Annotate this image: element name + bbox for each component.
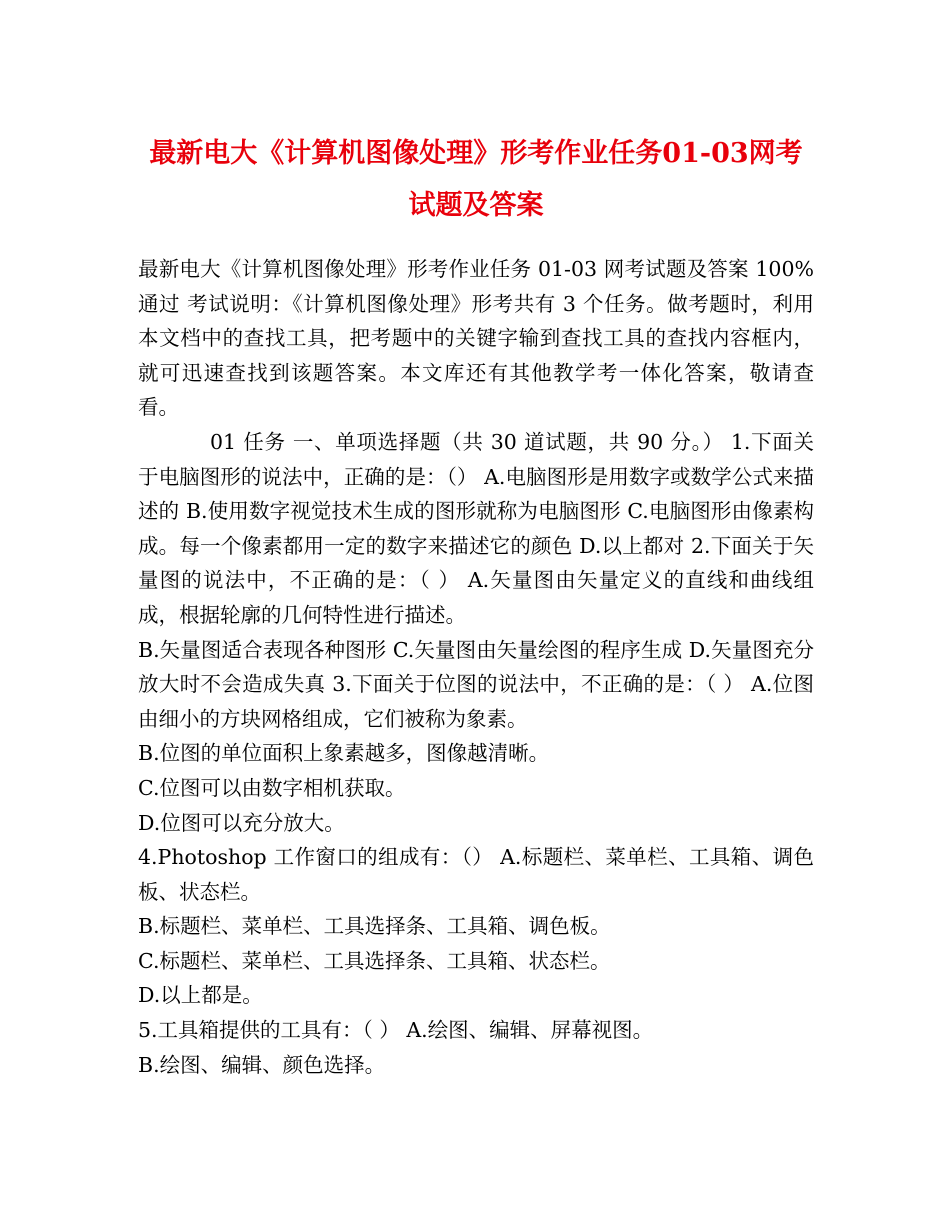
question-paragraph: 4.Photoshop 工作窗口的组成有：（） A.标题栏、菜单栏、工具箱、调色板、状态栏。 — [138, 845, 814, 904]
question-paragraph: B.绘图、编辑、颜色选择。 — [138, 1052, 386, 1077]
document-body — [138, 252, 814, 1082]
document-title: 最新电大《计算机图像处理》形考作业任务01-03网考试题及答案 — [149, 138, 803, 221]
task-01-paragraph: 01 任务 一、单项选择题（共 30 道试题，共 90 分。） 1.下面关于电脑图形的说法中，正确的是：（） A.电脑图形是用数字或数学公式来描述的 B.使用数字视觉技术生成的图形就称为电脑图形 C.电脑图形由像素构成。每一个像素都用一定的数字来描述它的颜色 D.以上都对 2.下面关于矢量图的说法中，不正确的是：（ ） A.矢量图由矢量定义的直线和曲线组成，根据轮廓的几何特性进行描述。 — [138, 429, 814, 627]
question-paragraph: 5.工具箱提供的工具有：（ ） A.绘图、编辑、屏幕视图。 — [138, 1018, 654, 1043]
intro-paragraph: 最新电大《计算机图像处理》形考作业任务 01-03 网考试题及答案 100%通过 考试说明：《计算机图像处理》形考共有 3 个任务。做考题时，利用本文档中的查找工具，把考题中的关键字输到查找工具的查找内容框内，就可迅速查找到该题答案。本文库还有其他教学考一体化答案，敬请查看。 — [138, 257, 814, 420]
question-paragraph: B.矢量图适合表现各种图形 C.矢量图由矢量绘图的程序生成 D.矢量图充分放大时不会造成失真 3.下面关于位图的说法中，不正确的是：（ ） A.位图由细小的方块网格组成，它们被称为象素。 — [138, 637, 814, 731]
question-paragraph: C.标题栏、菜单栏、工具选择条、工具箱、状态栏。 — [138, 948, 611, 973]
question-paragraph: D.位图可以充分放大。 — [138, 810, 345, 835]
question-paragraph: B.位图的单位面积上象素越多，图像越清晰。 — [138, 741, 550, 766]
question-paragraph: D.以上都是。 — [138, 983, 263, 1008]
question-paragraph: C.位图可以由数字相机获取。 — [138, 775, 406, 800]
question-paragraph: B.标题栏、菜单栏、工具选择条、工具箱、调色板。 — [138, 914, 611, 939]
